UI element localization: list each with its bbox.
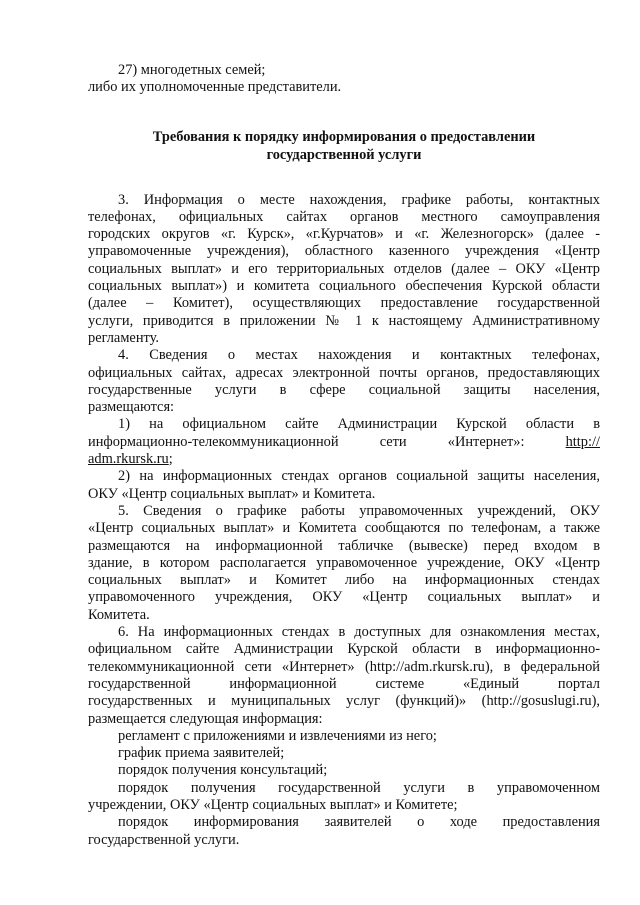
paragraph-4 [88, 347, 600, 416]
paragraph-line: ОКУ «Центр социальных выплат» и Комитета. [88, 485, 376, 502]
heading-line-2: государственной услуги [266, 146, 422, 163]
paragraph-line: размещаются на информационной табличке (вывеске) перед входом в [88, 537, 600, 554]
intro-line-1: 27) многодетных семей; [118, 62, 266, 78]
paragraph-line: официальных сайтах, адресах электронной почты органов, предоставляющих [88, 364, 600, 381]
paragraph-line: здание, в котором располагается управомоченное учреждение, ОКУ «Центр [88, 554, 600, 571]
paragraph-line: размещается следующая информация: [88, 710, 323, 727]
paragraph-6 [88, 624, 600, 728]
paragraph-line: социальных выплат» и Комитет либо на информационных стендах [88, 572, 600, 589]
paragraph-line: «Центр социальных выплат» и Комитета сообщаются по телефонам, а также [88, 520, 600, 537]
paragraph-line: 3. Информация о месте нахождения, графике работы, контактных [118, 191, 600, 208]
intro-block [88, 62, 600, 97]
paragraph-line [88, 451, 600, 468]
intro-line-2: либо их уполномоченные представители. [88, 79, 342, 96]
paragraph-line: услуги, приводится в приложении № 1 к настоящему Административному [88, 312, 600, 329]
paragraph-line: управомоченного учреждения, ОКУ «Центр социальных выплат» и [88, 589, 600, 606]
paragraph-line: социальных выплат») и комитета социального обеспечения Курской области [88, 278, 600, 295]
paragraph-line: 5. Сведения о графике работы управомоченных учреждений, ОКУ [118, 502, 600, 519]
paragraph-line [88, 434, 600, 451]
list-item: график приема заявителей; [118, 745, 285, 762]
list-item: порядок информирования заявителей о ходе предоставления [118, 814, 600, 831]
section-heading [88, 128, 600, 164]
paragraph-4-item-1 [88, 416, 600, 468]
paragraph-line: телекоммуникационной сети «Интернет» (http://adm.rkursk.ru), в федеральной [88, 658, 600, 675]
site-link[interactable]: http:// [565, 433, 600, 450]
paragraph-line: Комитета. [88, 606, 150, 623]
list-item: учреждении, ОКУ «Центр социальных выплат» и Комитете; [88, 796, 458, 813]
info-list [88, 728, 600, 849]
paragraph-5 [88, 503, 600, 624]
paragraph-line: 2) на информационных стендах органов социальной защиты населения, [118, 468, 600, 485]
paragraph-line: 1) на официальном сайте Администрации Курской области в [118, 416, 600, 433]
list-item: порядок получения консультаций; [118, 762, 328, 779]
paragraph-line: государственные услуги в сфере социальной защиты населения, [88, 381, 600, 398]
list-item: государственной услуги. [88, 831, 240, 848]
site-link[interactable]: adm.rkursk.ru [88, 451, 169, 468]
paragraph-line: городских округов «г. Курск», «г.Курчатов» и «г. Железногорск» (далее - [88, 226, 600, 243]
paragraph-line: размещаются: [88, 399, 175, 416]
paragraph-line: 6. На информационных стендах в доступных для ознакомления местах, [118, 624, 600, 641]
paragraph-text: ; [168, 451, 173, 468]
paragraph-line: государственных и муниципальных услуг (функций)» (http://gosuslugi.ru), [88, 693, 600, 710]
paragraph-line: телефонах, официальных сайтах органов местного самоуправления [88, 208, 600, 225]
list-item: порядок получения государственной услуги в управомоченном [118, 779, 600, 796]
paragraph-line: официальном сайте Администрации Курской области в информационно- [88, 641, 600, 658]
document-body [88, 62, 600, 849]
list-item: регламент с приложениями и извлечениями из него; [118, 727, 437, 744]
paragraph-3 [88, 192, 600, 348]
paragraph-text: информационно-телекоммуникационной сети «Интернет»: [88, 433, 525, 450]
heading-line-1: Требования к порядку информирования о предоставлении [152, 128, 536, 145]
paragraph-line: социальных выплат» и его территориальных отделов (далее – ОКУ «Центр [88, 260, 600, 277]
paragraph-line: регламенту. [88, 329, 159, 346]
paragraph-4-item-2 [88, 468, 600, 503]
paragraph-line: управомоченные учреждения), областного казенного учреждения «Центр [88, 243, 600, 260]
paragraph-line: 4. Сведения о местах нахождения и контактных телефонах, [118, 347, 600, 364]
paragraph-line: (далее – Комитет), осуществляющих предоставление государственной [88, 295, 600, 312]
paragraph-line: государственной информационной системе «Единый портал [88, 675, 600, 692]
